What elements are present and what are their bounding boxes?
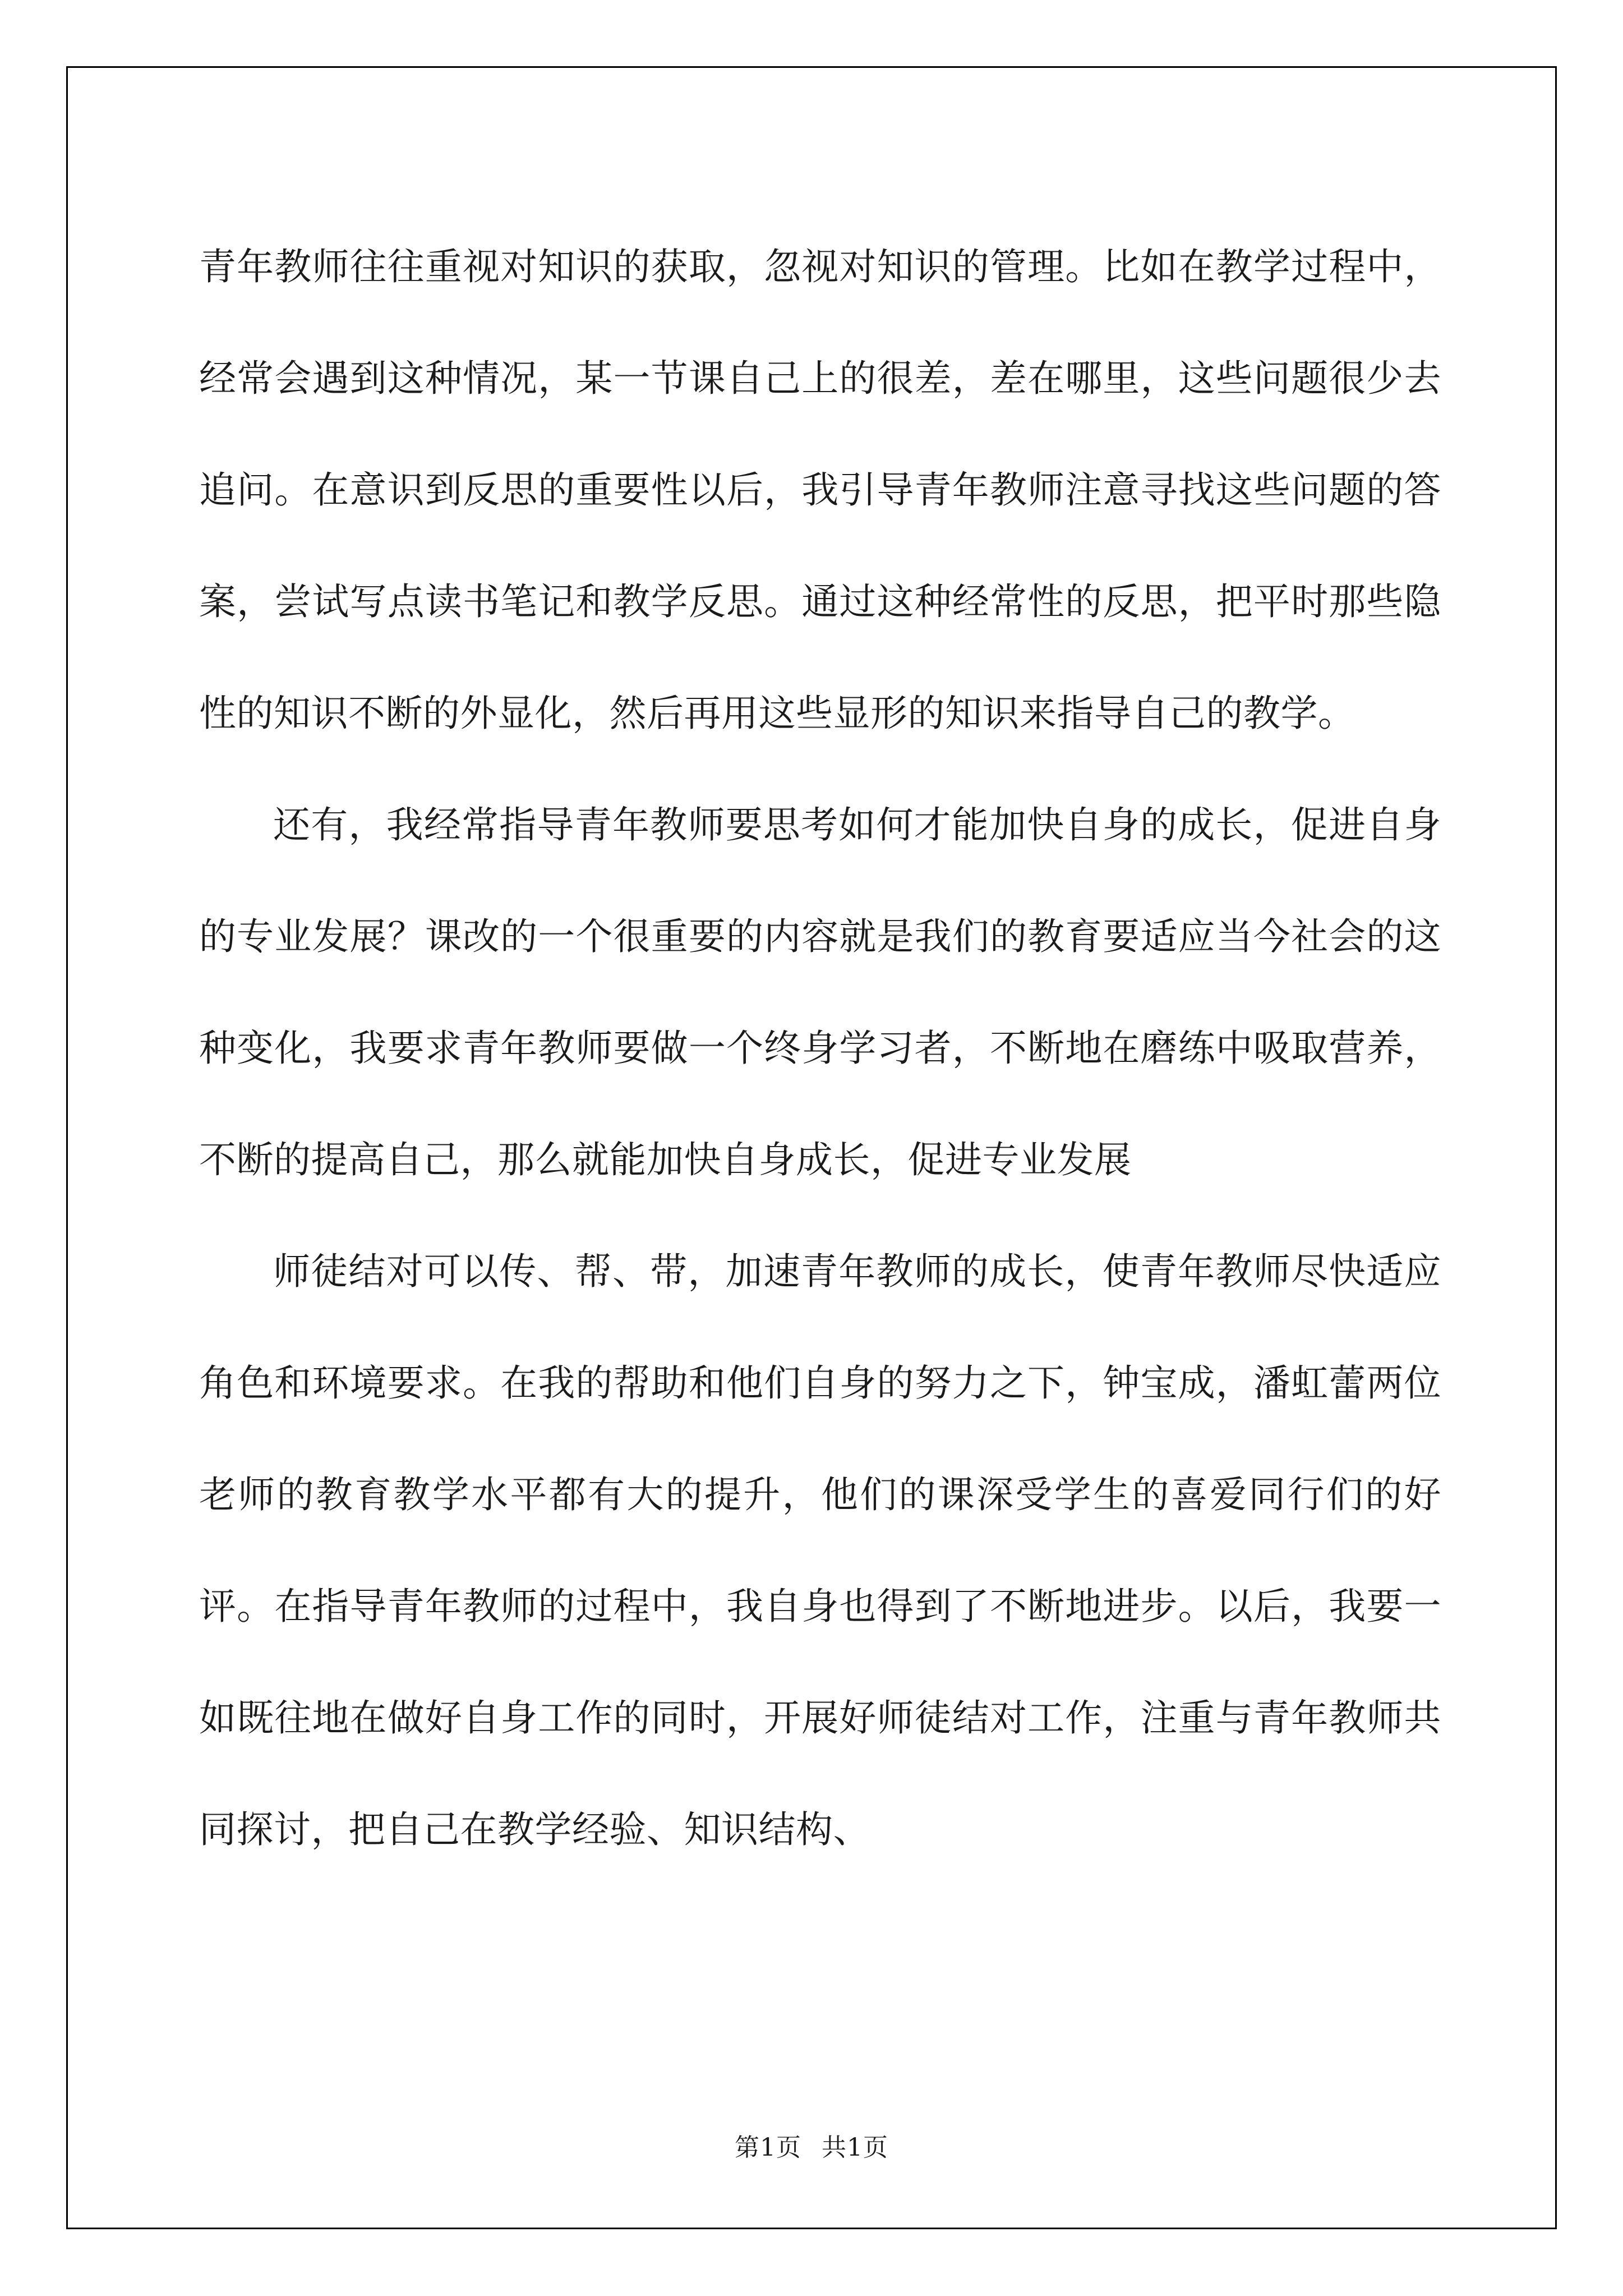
page-number: 第1页 <box>735 2133 801 2162</box>
page-total: 共1页 <box>822 2133 888 2162</box>
page-footer <box>0 2127 1623 2163</box>
paragraph-3: 师徒结对可以传、帮、带，加速青年教师的成长，使青年教师尽快适应角色和环境要求。在我的帮助和他们自身的努力之下，钟宝成，潘虹蕾两位老师的教育教学水平都有大的提升，他们的课深受学生的喜爱同行们的好评。在指导青年教师的过程中，我自身也得到了不断地进步。以后，我要一如既往地在做好自身工作的同时，开展好师徒结对工作，注重与青年教师共同探讨，把自己在教学经验、知识结构、 <box>199 1250 1441 1851</box>
paragraph-1: 青年教师往往重视对知识的获取，忽视对知识的管理。比如在教学过程中，经常会遇到这种情况，某一节课自己上的很差，差在哪里，这些问题很少去追问。在意识到反思的重要性以后，我引导青年教师注意寻找这些问题的答案，尝试写点读书笔记和教学反思。通过这种经常性的反思，把平时那些隐性的知识不断的外显化，然后再用这些显形的知识来指导自己的教学。 <box>199 245 1441 735</box>
paragraph-2: 还有，我经常指导青年教师要思考如何才能加快自身的成长，促进自身的专业发展？课改的一个很重要的内容就是我们的教育要适应当今社会的这种变化，我要求青年教师要做一个终身学习者，不断地在磨练中吸取营养，不断的提高自己，那么就能加快自身成长，促进专业发展 <box>199 803 1441 1181</box>
document-body <box>199 211 1441 1885</box>
